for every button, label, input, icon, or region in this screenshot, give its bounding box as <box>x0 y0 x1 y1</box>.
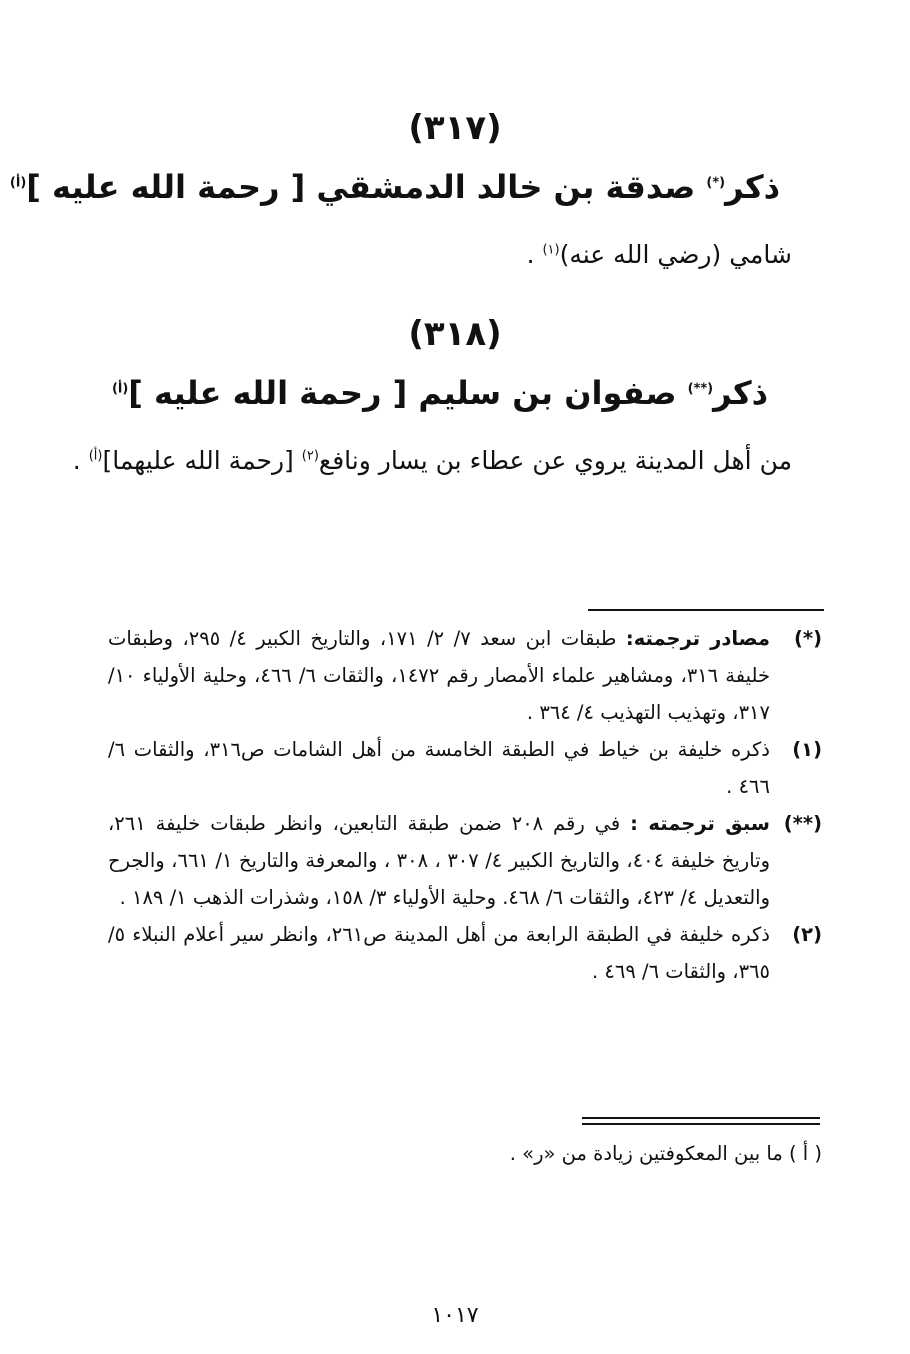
footnote-1 <box>108 731 822 805</box>
editorial-separator-bottom <box>582 1123 820 1125</box>
entry-body-317 <box>100 240 792 269</box>
footnote-text: في رقم ٢٠٨ ضمن طبقة التابعين، وانظر طبقات خليفة ٢٦١، وتاريخ خليفة ٤٠٤، والتاريخ الكبير ٤/ ٣٠٧ ، ٣٠٨ ، والمعرفة والتاريخ ١/ ٦٦١، والجرح والتعديل ٤/ ٤٢٣، والثقات ٦/ ٤٦٨. وحلية الأولياء ٣/ ١٥٨، وشذرات الذهب ١/ ١٨٩ . <box>108 812 770 909</box>
footnote-marker: (*) <box>793 627 822 650</box>
editorial-note-ref: (أ) <box>9 175 27 191</box>
entry-number-318: (٣١٨) <box>408 314 502 354</box>
entry-heading-318 <box>100 374 780 412</box>
footnote-lead: سبق ترجمته : <box>630 812 770 835</box>
heading-word: ذكر <box>713 374 769 412</box>
footnote-marker: (١) <box>792 738 822 761</box>
body-mid: [رحمة الله عليهما] <box>102 446 302 475</box>
editorial-note-text: ما بين المعكوفتين زيادة من «ر» . <box>509 1142 783 1165</box>
footnote-ref: (٢) <box>301 448 319 464</box>
page-number: ١٠١٧ <box>431 1303 479 1328</box>
footnote-text: ذكره خليفة بن خياط في الطبقة الخامسة من أهل الشامات ص٣١٦، والثقات ٦/ ٤٦٦ . <box>108 738 770 798</box>
person-name: صفوان بن سليم [ رحمة الله عليه ] <box>128 374 677 412</box>
body-end: . <box>72 446 89 475</box>
heading-word: ذكر <box>725 168 780 206</box>
footnote-marker: (**) <box>783 812 822 835</box>
footnote-text: طبقات ابن سعد ٧/ ٢/ ١٧١، والتاريخ الكبير ٤/ ٢٩٥، وطبقات خليفة ٣١٦، ومشاهير علماء الأمصار رقم ١٤٧٢، والثقات ٦/ ٤٦٦، وحلية الأولياء ١٠/ ٣١٧، وتهذيب التهذيب ٤/ ٣٦٤ . <box>108 627 770 724</box>
editorial-note-marker: ( أ ) <box>788 1142 822 1165</box>
editorial-note <box>108 1142 822 1165</box>
entry-heading-317 <box>9 168 780 206</box>
footnote-sources-318 <box>108 805 822 916</box>
person-name: صدقة بن خالد الدمشقي [ رحمة الله عليه ] <box>26 168 696 206</box>
body-end: . <box>526 240 543 269</box>
footnote-lead: مصادر ترجمته: <box>625 627 770 650</box>
body-text: شامي (رضي الله عنه) <box>559 240 792 269</box>
editorial-note-ref: (أ) <box>111 381 129 397</box>
source-note-ref: (*) <box>706 175 726 191</box>
editorial-separator-top <box>582 1117 820 1119</box>
footnote-2 <box>108 916 822 990</box>
footnotes <box>108 620 822 990</box>
body-text: من أهل المدينة يروي عن عطاء بن يسار ونافع <box>318 446 792 475</box>
entry-body-318 <box>72 446 792 475</box>
source-note-ref: (**) <box>687 381 714 397</box>
editorial-note-ref: (أ) <box>88 448 103 464</box>
footnote-separator <box>588 609 824 611</box>
footnote-marker: (٢) <box>792 923 822 946</box>
entry-number-317: (٣١٧) <box>408 108 502 148</box>
footnote-ref: (١) <box>542 242 560 258</box>
footnote-sources-317 <box>108 620 822 731</box>
footnote-text: ذكره خليفة في الطبقة الرابعة من أهل المدينة ص٢٦١، وانظر سير أعلام النبلاء ٥/ ٣٦٥، والثقات ٦/ ٤٦٩ . <box>108 923 770 983</box>
